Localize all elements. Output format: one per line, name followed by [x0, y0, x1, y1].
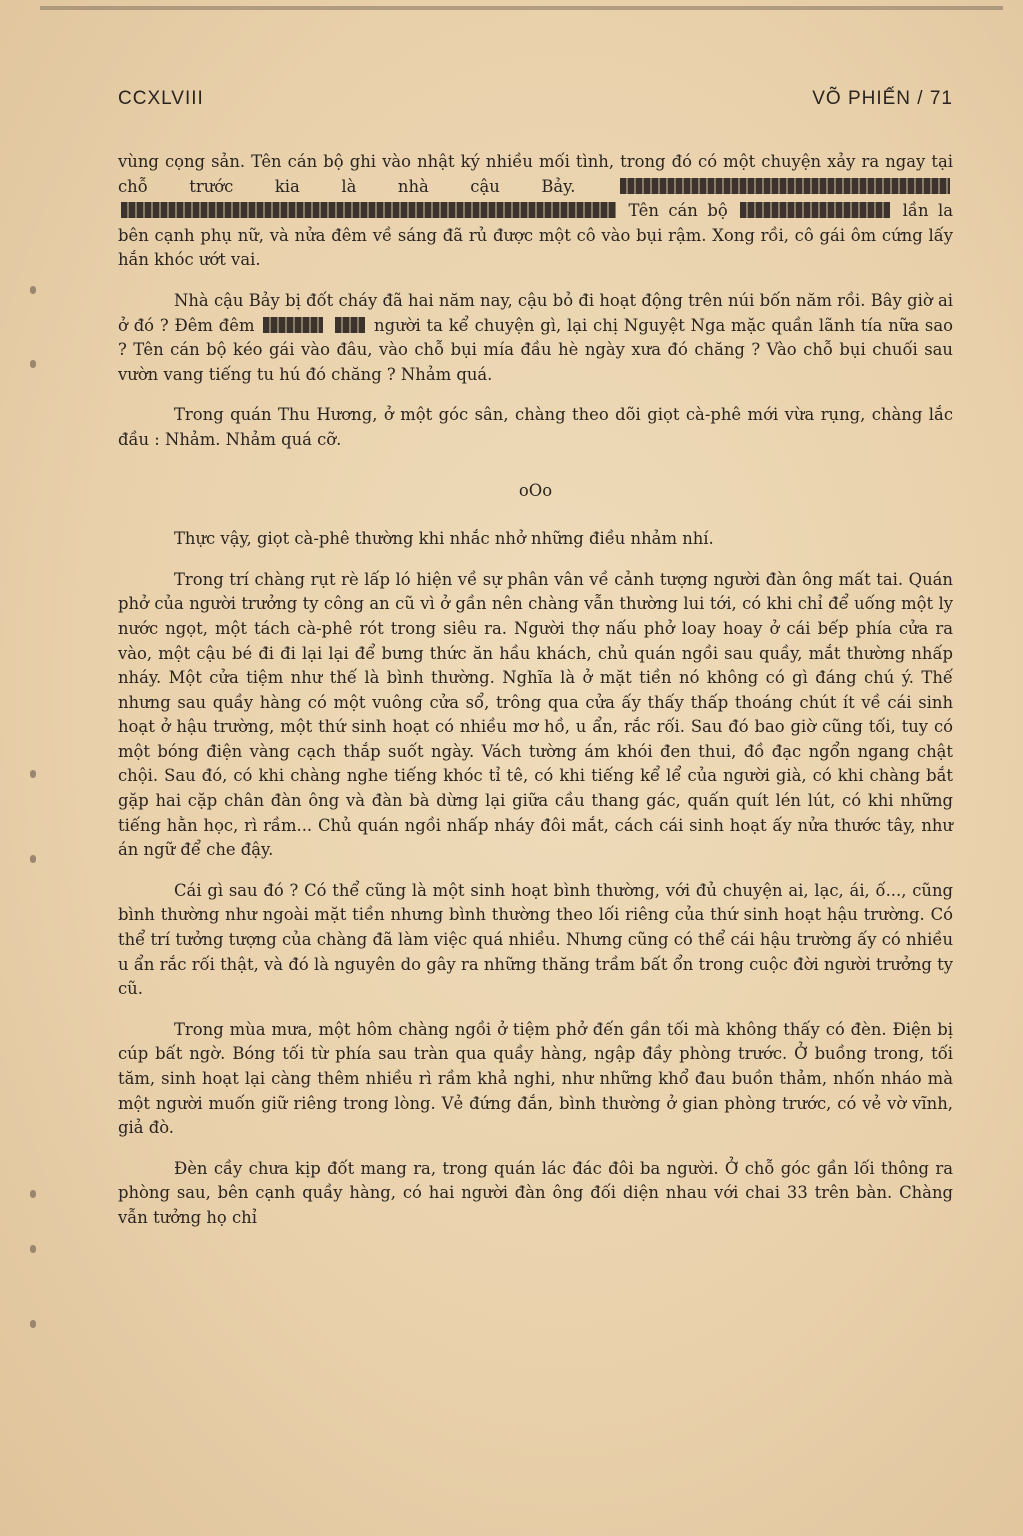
paragraph: Trong quán Thu Hương, ở một góc sân, chàng theo dõi giọt cà-phê mới vừa rụng, chàng lắc đầu : Nhảm. Nhảm quá cỡ. [118, 405, 953, 449]
section-separator: oOo [518, 480, 553, 500]
censored-block [620, 178, 950, 194]
page-top-edge [40, 6, 1003, 10]
margin-mark [30, 770, 36, 778]
page-body [118, 150, 953, 1247]
margin-mark [30, 1320, 36, 1328]
paragraph-text: Nhà cậu Bảy bị đốt cháy đã hai năm nay, cậu bỏ đi hoạt động trên núi bốn năm rồi. Bây giờ ai ở đó ? Đêm đêm [118, 290, 953, 335]
paragraph: Đèn cầy chưa kịp đốt mang ra, trong quán lác đác đôi ba người. Ở chỗ góc gần lối thông ra phòng sau, bên cạnh quầy hàng, có hai người đàn ông đối diện nhau với chai 33 trên bàn. Chàng vẫn tưởng họ chỉ [118, 1158, 953, 1227]
author-page-number: VÕ PHIẾN / 71 [812, 88, 953, 109]
paragraph-text: người ta kể chuyện gì, lại chị Nguyệt Nga mặc quần lãnh tía nữa sao ? Tên cán bộ kéo gái vào đâu, vào chỗ bụi mía đầu hè ngày xưa đó chăng ? Vào chỗ bụi chuối sau vườn vang tiếng tu hú đó chăng ? Nhảm quá. [118, 315, 953, 384]
margin-mark [30, 1190, 36, 1198]
chapter-number: CCXLVIII [118, 88, 204, 109]
margin-mark [30, 855, 36, 863]
margin-mark [30, 1245, 36, 1253]
paragraph: Thực vậy, giọt cà-phê thường khi nhắc nhở những điều nhảm nhí. [174, 529, 714, 549]
paragraph-text: Tên cán bộ [628, 201, 728, 221]
running-header [118, 88, 953, 118]
censored-block [740, 202, 890, 218]
paragraph-text: lần la bên cạnh phụ nữ, và nửa đêm về sáng đã rủ được một cô vào bụi rậm. Xong rồi, cô gái ôm cứng lấy hắn khóc ướt vai. [118, 201, 954, 270]
margin-mark [30, 360, 36, 368]
margin-mark [30, 286, 36, 294]
paragraph: Trong mùa mưa, một hôm chàng ngồi ở tiệm phở đến gần tối mà không thấy có đèn. Điện bị cúp bất ngờ. Bóng tối từ phía sau tràn qua quầy hàng, ngập đầy phòng trước. Ở buồng trong, tối tăm, sinh hoạt lại càng thêm nhiều rì rầm khả nghi, như những khổ đau buồn thảm, nhốn nháo mà một người muốn giữ riêng trong lòng. Vẻ đứng đắn, bình thường ở gian phòng trước, có vẻ vờ vĩnh, giả đò. [118, 1019, 953, 1138]
paragraph: Cái gì sau đó ? Có thể cũng là một sinh hoạt bình thường, với đủ chuyện ai, lạc, ái, ố..., cũng bình thường như ngoài mặt tiền nhưng bình thường theo lối riêng của thứ sinh hoạt hậu trường. Có thể trí tưởng tượng của chàng đã làm việc quá nhiều. Nhưng cũng có thể cái hậu trường ấy có nhiều u ẩn rắc rối thật, và đó là nguyên do gây ra những thăng trầm bất ổn trong cuộc đời người trưởng ty cũ. [118, 880, 953, 999]
censored-block [335, 317, 365, 333]
paragraph: Trong trí chàng rụt rè lấp ló hiện về sự phân vân về cảnh tượng người đàn ông mất tai. Quán phở của người trưởng ty công an cũ vì ở gần nên chàng vẫn thường lui tới, có khi chỉ để uống một ly nước ngọt, một tách cà-phê rót trong siêu ra. Người thợ nấu phở loay hoay ở cái bếp phía cửa ra vào, một cậu bé đi đi lại lại để bưng thức ăn hầu khách, chủ quán ngồi sau quầy, mắt thường nhấp nháy. Một cửa tiệm như thế là bình thường. Nghĩa là ở mặt tiền nó không có gì đáng chú ý. Thế nhưng sau quầy hàng có một vuông cửa sổ, trông qua cửa ấy thấy thấp thoáng chút ít về cái sinh hoạt ở hậu trường, một thứ sinh hoạt có nhiều mơ hồ, u ẩn, rắc rối. Sau đó bao giờ cũng tối, tuy có một bóng điện vàng cạch thắp suốt ngày. Vách tường ám khói đen thui, đồ đạc ngổn ngang chật chội. Sau đó, có khi chàng nghe tiếng khóc tỉ tê, có khi tiếng kể lể của người già, có khi chàng bắt gặp hai cặp chân đàn ông và đàn bà dừng lại giữa cầu thang gác, quấn quít lén lút, có khi những tiếng hằn học, rì rầm... Chủ quán ngồi nhấp nháy đôi mắt, cách cái sinh hoạt ấy nửa thước tây, như án ngữ để che đậy. [118, 569, 953, 860]
censored-block [121, 202, 616, 218]
censored-block [263, 317, 323, 333]
paragraph-text: vùng cọng sản. Tên cán bộ ghi vào nhật ký nhiều mối tình, trong đó có một chuyện xảy ra ngay tại chỗ trước kia là nhà cậu Bảy. [118, 152, 953, 196]
paragraph [118, 150, 953, 273]
paragraph [118, 289, 953, 387]
